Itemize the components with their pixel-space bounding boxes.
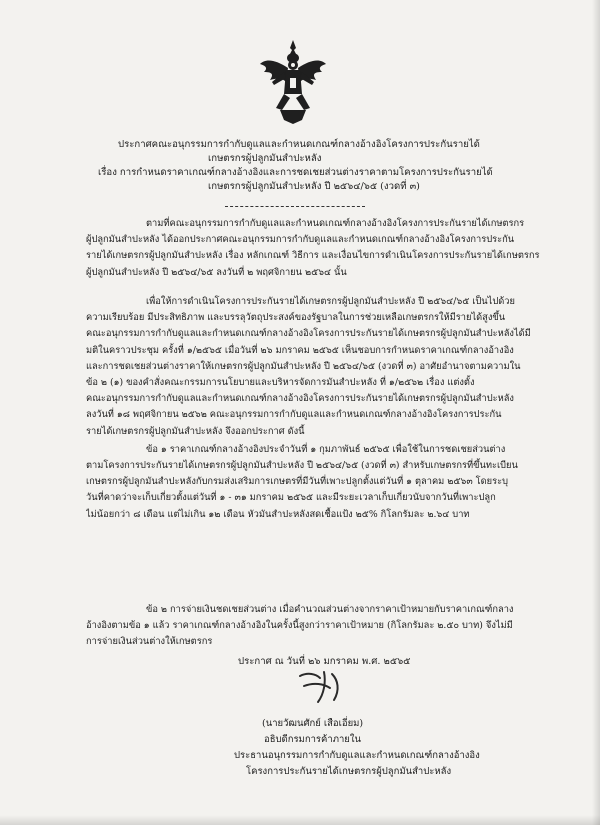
signatory-name: (นายวัฒนศักย์ เสือเอี่ยม): [262, 718, 364, 729]
handwritten-signature: [294, 666, 346, 706]
header-subject-line-1: เรื่อง การกำหนดราคาเกณฑ์กลางอ้างอิงและการชดเชยส่วนต่างราคาตามโครงการประกันรายได้: [98, 167, 493, 178]
signatory-position-3: โครงการประกันรายได้เกษตรกรผู้ปลูกมันสำปะหลัง: [246, 766, 452, 777]
text-line: ผู้ปลูกมันสำปะหลัง ได้ออกประกาศคณะอนุกรรมการกำกับดูแลและกำหนดเกณฑ์กลางอ้างอิงโครงการประกัน: [86, 234, 515, 246]
text-line: ลงวันที่ ๑๘ พฤศจิกายน ๒๕๖๒ คณะอนุกรรมการกำกับดูแลและกำหนดเกณฑ์กลางอ้างอิงโครงการประกัน: [86, 409, 502, 421]
text-line: ข้อ ๒ การจ่ายเงินชดเชยส่วนต่าง เมื่อคำนวณส่วนต่างจากราคาเป้าหมายกับราคาเกณฑ์กลาง: [146, 604, 514, 615]
text-line: ตามโครงการประกันรายได้เกษตรกรผู้ปลูกมันสำปะหลัง ปี ๒๕๖๔/๖๕ (งวดที่ ๓) สำหรับเกษตรกรที่ขึ้นทะเบียน: [86, 460, 518, 472]
garuda-emblem-icon: [258, 38, 328, 126]
text-line: ความเรียบร้อย มีประสิทธิภาพ และบรรลุวัตถุประสงค์ของรัฐบาลในการช่วยเหลือเกษตรกรให้มีรายได้สูงขึ้น: [86, 312, 506, 324]
signatory-position-1: อธิบดีกรมการค้าภายใน: [264, 734, 361, 745]
text-line: คณะอนุกรรมการกำกับดูแลและกำหนดเกณฑ์กลางอ้างอิงโครงการประกันรายได้เกษตรกรผู้ปลูกมันสำปะหลัง: [86, 393, 514, 405]
paragraph-clause-2: [86, 602, 586, 651]
text-line: การจ่ายเงินส่วนต่างให้เกษตรกร: [86, 636, 213, 648]
signatory-position-2: ประธานอนุกรรมการกำกับดูแลและกำหนดเกณฑ์กลางอ้างอิง: [234, 750, 480, 761]
header-title-line-2: เกษตรกรผู้ปลูกมันสำปะหลัง: [208, 153, 322, 164]
text-line: รายได้เกษตรกรผู้ปลูกมันสำปะหลัง จึงออกประกาศ ดังนี้: [86, 425, 305, 437]
header-subject-line-2: เกษตรกรผู้ปลูกมันสำปะหลัง ปี ๒๕๖๔/๖๕ (งวดที่ ๓): [208, 181, 420, 192]
text-line: เกษตรกรผู้ปลูกมันสำปะหลังกับกรมส่งเสริมการเกษตรที่มีวันที่เพาะปลูกตั้งแต่วันที่ ๑ ตุลาคม ๒๕๖๓ โดยระบุ: [86, 476, 509, 488]
header-divider: [225, 206, 365, 207]
text-line: ข้อ ๒ (๑) ของคำสั่งคณะกรรมการนโยบายและบริหารจัดการมันสำปะหลัง ที่ ๑/๒๕๖๒ เรื่อง แต่งตั้ง: [86, 377, 475, 389]
text-line: รายได้เกษตรกรผู้ปลูกมันสำปะหลัง เรื่อง หลักเกณฑ์ วิธีการ และเงื่อนไขการดำเนินโครงการประกันรายได้เกษตรกร: [86, 250, 540, 262]
header-title-line-1: ประกาศคณะอนุกรรมการกำกับดูแลและกำหนดเกณฑ์กลางอ้างอิงโครงการประกันรายได้: [118, 139, 480, 150]
text-line: คณะอนุกรรมการกำกับดูแลและกำหนดเกณฑ์กลางอ้างอิงโครงการประกันรายได้เกษตรกรผู้ปลูกมันสำปะหลังได้มี: [86, 328, 531, 340]
paragraph-preamble: [86, 216, 586, 281]
text-line: มติในคราวประชุม ครั้งที่ ๑/๒๕๖๕ เมื่อวันที่ ๒๖ มกราคม ๒๕๖๕ เห็นชอบการกำหนดราคาเกณฑ์กลางอ้างอิง: [86, 344, 514, 356]
text-line: เพื่อให้การดำเนินโครงการประกันรายได้เกษตรกรผู้ปลูกมันสำปะหลัง ปี ๒๕๖๔/๖๕ เป็นไปด้วย: [146, 296, 515, 307]
text-line: ไม่น้อยกว่า ๘ เดือน แต่ไม่เกิน ๑๒ เดือน หัวมันสำปะหลังสดเชื้อแป้ง ๒๕% กิโลกรัมละ ๒.๖๔ บาท: [86, 508, 470, 520]
text-line: อ้างอิงตามข้อ ๑ แล้ว ราคาเกณฑ์กลางอ้างอิงในครั้งนี้สูงกว่าราคาเป้าหมาย (กิโลกรัมละ ๒.๕๐ บาท) จึงไม่มี: [86, 620, 513, 632]
text-line: ผู้ปลูกมันสำปะหลัง ปี ๒๕๖๔/๖๕ ลงวันที่ ๒ พฤศจิกายน ๒๕๖๔ นั้น: [86, 266, 347, 278]
announcement-date: ประกาศ ณ วันที่ ๒๖ มกราคม พ.ศ. ๒๕๖๕: [238, 656, 411, 667]
page-edge-shadow: [592, 0, 600, 825]
text-line: วันที่คาดว่าจะเก็บเกี่ยวตั้งแต่วันที่ ๑ - ๓๑ มกราคม ๒๕๖๕ และมีระยะเวลาเก็บเกี่ยวนับจากวันที่เพาะปลูก: [86, 492, 496, 504]
text-line: และการชดเชยส่วนต่างราคาให้เกษตรกรผู้ปลูกมันสำปะหลัง ปี ๒๕๖๔/๖๕ (งวดที่ ๓) อาศัยอำนาจตามความใน: [86, 360, 521, 372]
paragraph-resolution: [86, 294, 586, 523]
text-line: ข้อ ๑ ราคาเกณฑ์กลางอ้างอิงประจำวันที่ ๑ กุมภาพันธ์ ๒๕๖๕ เพื่อใช้ในการชดเชยส่วนต่าง: [146, 443, 506, 455]
page-edge-shadow: [0, 815, 600, 825]
text-line: ตามที่คณะอนุกรรมการกำกับดูแลและกำหนดเกณฑ์กลางอ้างอิงโครงการประกันรายได้เกษตรกร: [146, 218, 525, 229]
